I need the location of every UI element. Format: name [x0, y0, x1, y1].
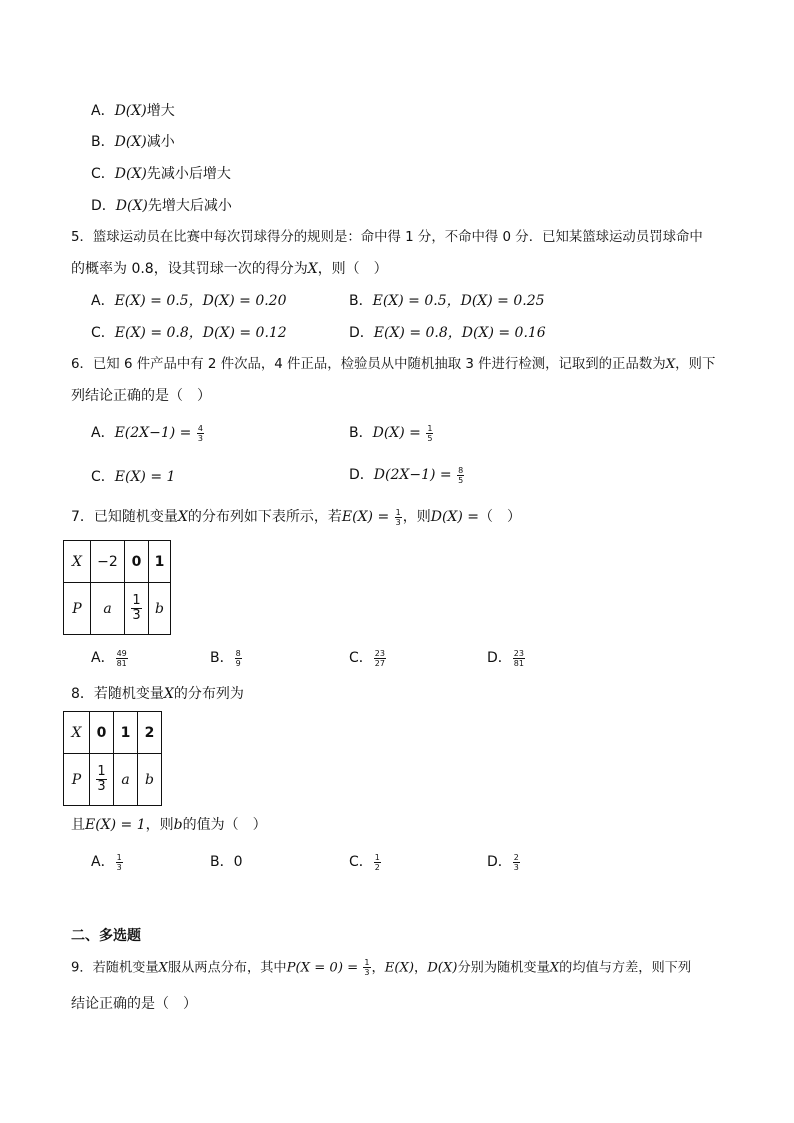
q4-option-b: B．D(X)减小: [91, 134, 175, 150]
table-cell: b: [149, 583, 171, 635]
fraction: $\frac{4}{3}$: [197, 423, 203, 443]
fraction: $\frac{1}{3}$: [116, 852, 122, 872]
table-cell: 1: [149, 541, 171, 583]
q7-option-b: B． $\frac{8}{9}$: [210, 648, 241, 668]
q5-option-d: D．E(X) = 0.8，D(X) = 0.16: [349, 325, 546, 341]
fraction: $\frac{1}{3}$: [395, 507, 401, 527]
q8-option-d: D． $\frac{2}{3}$: [487, 852, 519, 872]
fraction: $\frac{23}{27}$: [374, 648, 385, 668]
q8-stem: 8．若随机变量X的分布列为: [71, 686, 244, 702]
q8-option-a: A． $\frac{1}{3}$: [91, 852, 122, 872]
section-title: 二、多选题: [71, 928, 141, 944]
table-cell: 0: [125, 541, 149, 583]
q5-option-c: C．E(X) = 0.8，D(X) = 0.12: [91, 325, 287, 341]
table-cell: [125, 583, 149, 635]
q9-stem-line2: 结论正确的是（ ）: [71, 996, 197, 1012]
table-cell: b: [138, 754, 162, 806]
q4-option-c: C．D(X)先减小后增大: [91, 166, 231, 182]
q5-option-b: B．E(X) = 0.5，D(X) = 0.25: [349, 293, 545, 309]
table-cell: a: [114, 754, 138, 806]
q7-option-a: A． $\frac{49}{81}$: [91, 648, 127, 668]
q9-stem-line1: 9．若随机变量X服从两点分布，其中P(X = 0) = $\frac{1}{3}$ ，E(X)，D(X)分别为随机变量X的均值与方差，则下列: [71, 958, 692, 977]
q4-option-a: A．D(X)增大: [91, 103, 175, 119]
fraction: $\frac{1}{3}$: [132, 593, 141, 623]
table-cell: X: [64, 541, 91, 583]
table-cell: P: [64, 754, 90, 806]
fraction: $\frac{1}{3}$: [364, 958, 370, 977]
q6-stem-line2: 列结论正确的是（ ）: [71, 388, 211, 404]
q7-option-d: D． $\frac{23}{81}$: [487, 648, 524, 668]
q8-option-c: C． $\frac{1}{2}$: [349, 852, 380, 872]
table-cell: a: [91, 583, 125, 635]
q6-option-c: C．E(X) = 1: [91, 469, 176, 485]
table-cell: −2: [91, 541, 125, 583]
q6-option-a: A．E(2X−1) = $\frac{4}{3}$: [91, 423, 203, 443]
q8-distribution-table: [63, 711, 162, 806]
q7-stem: 7．已知随机变量X的分布列如下表所示，若E(X) = $\frac{1}{3}$ ，则D(X) =（ ）: [71, 507, 522, 527]
table-cell: P: [64, 583, 91, 635]
q8-condition: 且E(X) = 1，则b的值为（ ）: [71, 817, 267, 833]
fraction: $\frac{8}{9}$: [235, 648, 241, 668]
fraction: $\frac{2}{3}$: [513, 852, 519, 872]
q5-option-a: A．E(X) = 0.5，D(X) = 0.20: [91, 293, 287, 309]
table-cell: 0: [90, 712, 114, 754]
q6-option-b: B．D(X) = $\frac{1}{5}$: [349, 423, 433, 443]
table-cell: 2: [138, 712, 162, 754]
q4-option-d: D．D(X)先增大后减小: [91, 198, 232, 214]
q7-option-c: C． $\frac{23}{27}$: [349, 648, 385, 668]
table-cell: X: [64, 712, 90, 754]
q7-distribution-table: [63, 540, 171, 635]
q6-option-d: D．D(2X−1) = $\frac{8}{5}$: [349, 465, 464, 485]
fraction: $\frac{1}{3}$: [97, 764, 106, 794]
fraction: $\frac{49}{81}$: [116, 648, 127, 668]
fraction: $\frac{8}{5}$: [458, 465, 464, 485]
q6-stem-line1: 6．已知 6 件产品中有 2 件次品，4 件正品，检验员从中随机抽取 3 件进行检测，记取到的正品数为X，则下: [71, 357, 716, 372]
fraction: $\frac{23}{81}$: [513, 648, 524, 668]
q5-stem-line2: 的概率为 0.8，设其罚球一次的得分为X，则（ ）: [71, 261, 388, 277]
q8-option-b: B．0: [210, 854, 243, 870]
fraction: $\frac{1}{2}$: [374, 852, 380, 872]
q5-stem-line1: 5．篮球运动员在比赛中每次罚球得分的规则是：命中得 1 分，不命中得 0 分．已知某篮球运动员罚球命中: [71, 230, 703, 245]
table-cell: 1: [114, 712, 138, 754]
fraction: $\frac{1}{5}$: [427, 423, 433, 443]
table-cell: [90, 754, 114, 806]
